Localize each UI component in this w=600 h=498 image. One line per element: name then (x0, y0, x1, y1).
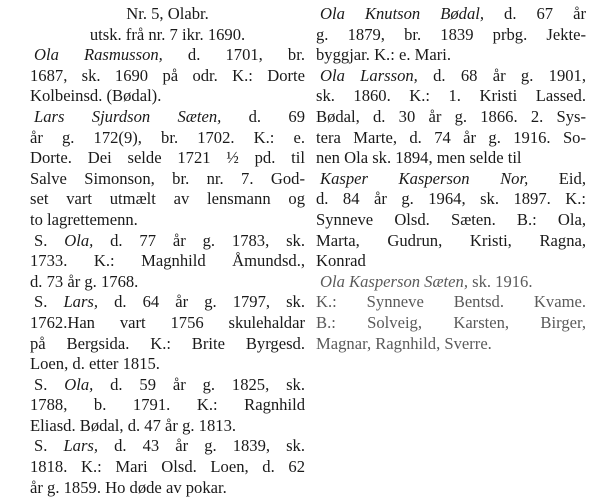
text-line (316, 334, 586, 355)
entry-s-lars-1797 (30, 292, 305, 374)
italic-name: Lars, (63, 292, 99, 312)
text-run: S. (34, 292, 64, 312)
text-run: Magnar, Ragnhild, Sverre. (316, 333, 492, 353)
text-run: d. 84 år g. 1964, sk. 1897. K.: (316, 189, 586, 209)
text-run: 1762.Han vart 1756 skulehaldar (30, 312, 305, 332)
text-run: år g. 172(9), br. 1702. K.: e. (30, 127, 305, 147)
text-run: Bødal, d. 30 år g. 1866. 2. Sys- (316, 106, 586, 126)
entry-s-lars-1839 (30, 436, 305, 498)
text-line (316, 169, 586, 190)
text-line (30, 457, 305, 478)
text-run: år g. 1859. Ho døde av pokar. (30, 477, 227, 497)
text-line (30, 86, 305, 107)
italic-name: Ola Larsson, (320, 65, 418, 85)
text-run: Konrad (316, 251, 366, 271)
italic-name: Ola, (64, 374, 94, 394)
text-run: nen Ola sk. 1894, men selde til (316, 148, 522, 168)
text-run: g. 1879, br. 1839 prbg. Jekte- (316, 24, 586, 44)
text-line (316, 86, 586, 107)
text-run: 1733. K.: Magnhild Åmundsd., (30, 251, 305, 271)
text-run: d. 1701, br. (162, 45, 305, 65)
text-run: sk. 1916. (467, 271, 533, 291)
text-line (30, 45, 305, 66)
text-run: d. 69 (221, 106, 305, 126)
entry-s-ola-1825 (30, 375, 305, 437)
text-line (30, 210, 305, 231)
entry-s-ola-1783 (30, 231, 305, 293)
text-run: d. 43 år g. 1839, sk. (98, 436, 305, 456)
left-column (30, 4, 305, 498)
text-line (30, 189, 305, 210)
text-line (30, 478, 305, 498)
text-run: S. (34, 230, 65, 250)
text-line (316, 251, 586, 272)
text-run: to lagrettemenn. (30, 209, 138, 229)
italic-name: Ola Kasperson Sæten, (320, 271, 468, 291)
text-run: byggjar. K.: e. Mari. (316, 45, 452, 65)
text-run: S. (34, 374, 65, 394)
italic-name: Lars, (63, 436, 99, 456)
text-run: 1818. K.: Mari Olsd. Loen, d. 62 (30, 457, 305, 477)
text-line (30, 251, 305, 272)
text-line (30, 416, 305, 437)
text-line (30, 313, 305, 334)
italic-name: Ola Rasmusson, (34, 45, 163, 65)
text-line (30, 436, 305, 457)
text-run: Dorte. Dei selde 1721 ½ pd. til (30, 148, 305, 168)
entry-heading (30, 4, 305, 45)
entry-ola-knutson (316, 4, 586, 66)
text-run: d. 64 år g. 1797, sk. (98, 292, 305, 312)
entry-lars-sjurdson (30, 107, 305, 231)
text-line (316, 25, 586, 46)
entry-ola-larsson (316, 66, 586, 169)
entry-kasper-kasperson (316, 169, 586, 272)
text-run: Salve Simonson, br. nr. 7. God- (30, 168, 305, 188)
text-line (316, 210, 586, 231)
text-line (316, 128, 586, 149)
text-line (316, 231, 586, 252)
text-line (30, 4, 305, 25)
text-run: Marta, Gudrun, Kristi, Ragna, (316, 230, 586, 250)
text-line (30, 292, 305, 313)
text-run: S. (34, 436, 64, 456)
text-line (316, 45, 586, 66)
text-line (316, 66, 586, 87)
text-run: Eid, (528, 168, 586, 188)
text-line (316, 148, 586, 169)
text-run: tera Marte, d. 74 år g. 1916. So- (316, 127, 586, 147)
text-run: Kolbeinsd. (Bødal). (30, 86, 162, 106)
text-line (30, 107, 305, 128)
text-run: Loen, d. etter 1815. (30, 354, 160, 374)
text-line (30, 25, 305, 46)
text-run: d. 77 år g. 1783, sk. (93, 230, 305, 250)
entry-ola-kasperson (316, 272, 586, 354)
text-line (30, 231, 305, 252)
text-run: d. 73 år g. 1768. (30, 271, 139, 291)
text-run: K.: Synneve Bentsd. Kvame. (316, 292, 586, 312)
italic-name: Ola Knutson Bødal, (320, 4, 485, 23)
text-run: 1687, sk. 1690 på odr. K.: Dorte (30, 65, 305, 85)
text-line (30, 128, 305, 149)
text-line (30, 169, 305, 190)
text-line (30, 375, 305, 396)
text-run: d. 67 år (484, 4, 586, 23)
text-line (316, 107, 586, 128)
text-run: d. 59 år g. 1825, sk. (93, 374, 305, 394)
text-run: B.: Solveig, Karsten, Birger, (316, 312, 586, 332)
text-line (30, 272, 305, 293)
text-line (316, 272, 586, 293)
text-line (30, 395, 305, 416)
text-run: Synneve Olsd. Sæten. B.: Ola, (316, 209, 586, 229)
text-run: utsk. frå nr. 7 ikr. 1690. (89, 24, 246, 44)
italic-name: Kasper Kasperson Nor, (320, 168, 529, 188)
text-line (316, 292, 586, 313)
text-line (316, 4, 586, 25)
text-run: 1788, b. 1791. K.: Ragnhild (30, 395, 305, 415)
text-run: Eliasd. Bødal, d. 47 år g. 1813. (30, 415, 237, 435)
italic-name: Ola, (64, 230, 94, 250)
italic-name: Lars Sjurdson Sæten, (34, 106, 222, 126)
right-column (316, 4, 586, 354)
text-line (30, 66, 305, 87)
entry-ola-rasmusson (30, 45, 305, 107)
text-run: Nr. 5, Olabr. (126, 4, 209, 23)
text-line (30, 334, 305, 355)
text-run: d. 68 år g. 1901, (417, 65, 586, 85)
text-line (30, 354, 305, 375)
text-run: sk. 1860. K.: 1. Kristi Lassed. (316, 86, 586, 106)
text-run: på Bergsida. K.: Brite Byrgesd. (30, 333, 305, 353)
text-line (316, 313, 586, 334)
text-line (316, 189, 586, 210)
text-line (30, 148, 305, 169)
text-run: set vart utmælt av lensmann og (30, 189, 305, 209)
